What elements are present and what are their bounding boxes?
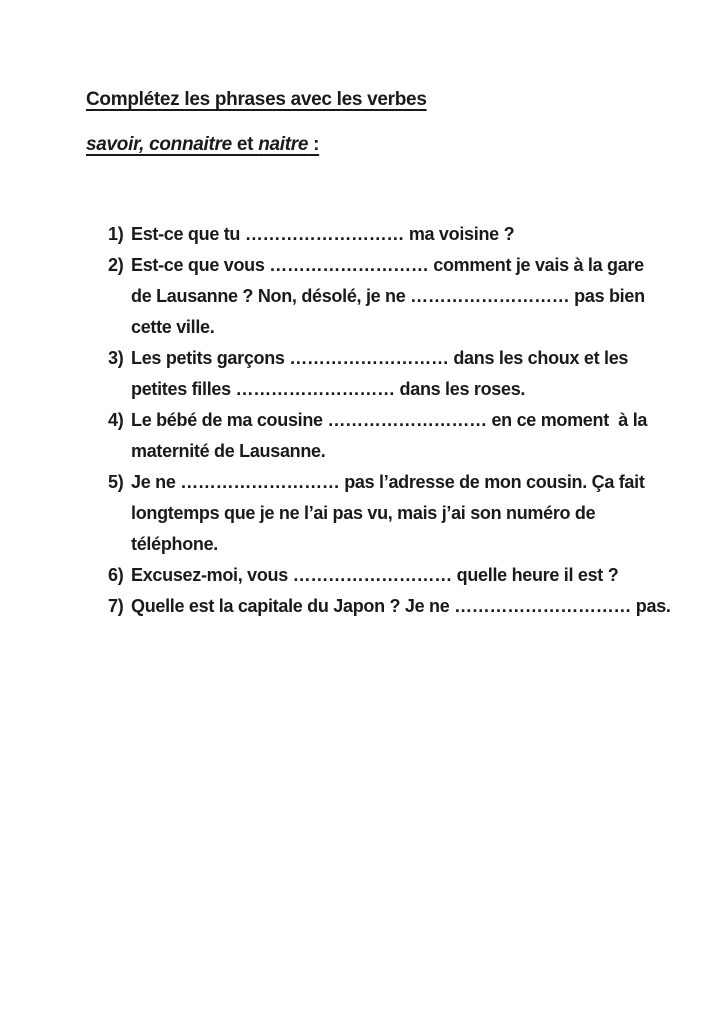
exercise-item (108, 343, 671, 405)
item-number: 3) (108, 348, 124, 368)
item-text (131, 250, 645, 343)
item-number: 6) (108, 565, 124, 585)
subtitle-verbs-savoir-connaitre: savoir, connaitre (86, 134, 232, 155)
text-line: longtemps que je ne l’ai pas vu, mais j’ai son numéro de (131, 503, 596, 523)
text-line: petites filles ……………………… dans les roses. (131, 379, 526, 399)
exercise-item (108, 219, 671, 250)
item-text (131, 405, 647, 467)
exercise-item (108, 467, 671, 560)
text-line: maternité de Lausanne. (131, 441, 326, 461)
item-number: 2) (108, 255, 124, 275)
text-line: Je ne ……………………… pas l’adresse de mon cousin. Ça fait (131, 472, 645, 492)
worksheet-title (86, 88, 427, 112)
exercise-list (108, 219, 671, 622)
text-line: Le bébé de ma cousine ……………………… en ce moment à la (131, 410, 648, 430)
exercise-item (108, 250, 671, 343)
worksheet-subtitle (86, 133, 319, 157)
exercise-item (108, 591, 671, 622)
text-line: de Lausanne ? Non, désolé, je ne ……………………… pas bien (131, 286, 645, 306)
item-text (131, 343, 628, 405)
item-number: 1) (108, 224, 124, 244)
text-line: téléphone. (131, 534, 219, 554)
item-text (131, 560, 618, 591)
text-line: Est-ce que tu ……………………… ma voisine ? (131, 224, 515, 244)
worksheet-subtitle-text (86, 134, 319, 155)
text-line: Les petits garçons ……………………… dans les choux et les (131, 348, 629, 368)
text-line: Est-ce que vous ……………………… comment je vais à la gare (131, 255, 644, 275)
item-number: 4) (108, 410, 124, 430)
exercise-item (108, 560, 671, 591)
item-text (131, 219, 514, 250)
worksheet-title-text: Complétez les phrases avec les verbes (86, 89, 427, 110)
item-number: 5) (108, 472, 124, 492)
subtitle-colon: : (308, 134, 320, 155)
text-line: Excusez-moi, vous ……………………… quelle heure il est ? (131, 565, 619, 585)
item-text (131, 467, 645, 560)
item-text (131, 591, 671, 622)
text-line: Quelle est la capitale du Japon ? Je ne ………………………… pas. (131, 596, 671, 616)
item-number: 7) (108, 596, 124, 616)
text-line: cette ville. (131, 317, 215, 337)
subtitle-conjunction: et (231, 134, 259, 155)
exercise-item (108, 405, 671, 467)
subtitle-verb-naitre: naitre (258, 134, 309, 155)
